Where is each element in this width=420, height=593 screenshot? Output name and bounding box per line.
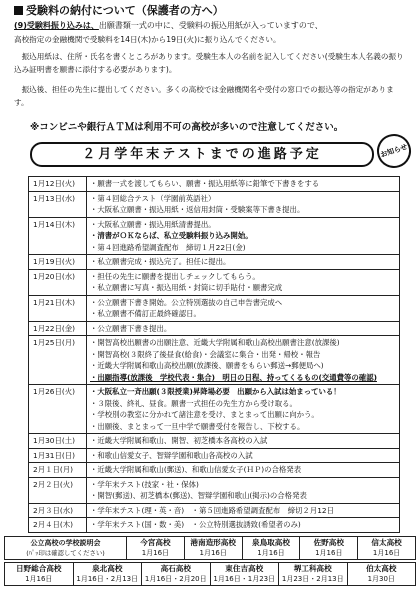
meetings-title: 公立高校の学校説明会 <box>30 539 101 547</box>
meeting-cell <box>279 563 348 586</box>
meeting-date: 1月16日 <box>372 549 401 557</box>
schedule-row <box>29 518 400 533</box>
section-title <box>14 4 224 18</box>
schedule-event-line: ・開智(郵送)、初芝橋本(郵送)、智辯学園和歌山(掲示)の合格発表 <box>90 491 307 500</box>
schedule-date: 1月20日(水) <box>29 269 87 295</box>
meeting-cell <box>142 563 211 586</box>
meeting-school: 今宮高校 <box>140 538 171 547</box>
schedule-event-line: ・近畿大学附属和歌山(郵送)、和歌山信愛女子(ＨＰ)の合格発表 <box>90 465 302 474</box>
schedule-events <box>87 477 400 503</box>
schedule-event-line: ・公立願書下書き開始。公立特別選抜の自己申告書完成へ <box>90 297 283 307</box>
schedule-event-line: ・出願後、まとまって一旦中学で願書受付を報告し、下校する。 <box>90 421 305 431</box>
meetings-note: (ﾊﾟｯ印は確認してください) <box>26 549 105 557</box>
meeting-date: 1月16日 <box>25 575 53 583</box>
schedule-date: 1月22日(金) <box>29 321 87 336</box>
schedule-date: 1月13日(水) <box>29 191 87 217</box>
schedule-date: 1月14日(木) <box>29 217 87 255</box>
schedule-event-line: ・学年末テスト(国・数・美) ・公立特別選抜誘致(希望者のみ) <box>90 520 301 529</box>
payment-paragraph-1: 高校指定の金融機関で受験料を14日(木)から19日(火)に振り込んでください。 <box>14 35 281 44</box>
schedule-row <box>29 448 400 463</box>
schedule-event-line: ・願書一式を渡してもらい、願書・振込用紙等に鉛筆で下書きをする <box>90 179 320 188</box>
schedule-date: 1月19日(火) <box>29 255 87 270</box>
meetings-table-row2 <box>4 562 416 586</box>
schedule-event-line: ・近畿大学附属和歌山高校出願(放課後、願書をもらい郵送→郵便局へ) <box>90 361 324 370</box>
schedule-events <box>87 191 400 217</box>
schedule-event-line: ・大阪私立願書・振込用紙・返信用封筒・受験案等下書き提出。 <box>90 205 305 214</box>
schedule-events <box>87 385 400 434</box>
meeting-date: 1月16日・1月23日 <box>213 575 276 583</box>
meeting-school: 伯太高校 <box>366 564 397 573</box>
meeting-cell <box>127 537 185 560</box>
schedule-row <box>29 336 400 385</box>
meeting-school: 佐野高校 <box>313 538 344 547</box>
schedule-event-line: ・公立願書下書き提出。 <box>90 323 172 333</box>
schedule-date: 2月１日(月) <box>29 463 87 478</box>
meeting-date: 1月30日 <box>367 575 395 583</box>
schedule-event-line: ・学校別の教室に分かれて諸注意を受け、まとまって出願に向かう。 <box>90 410 319 419</box>
payment-paragraph-3: 振込後、担任の先生に提出してください。多くの高校では金融機関名や受付の窓口での振込等の指定があります。 <box>14 85 394 107</box>
meeting-cell <box>358 537 416 560</box>
schedule-event-line: ・清書がＯＫならば、私立受験料振り込み開始。 <box>90 231 253 240</box>
schedule-date: 1月26日(火) <box>29 385 87 434</box>
meeting-school: 泉北高校 <box>92 564 123 573</box>
schedule-event-line: ・担任の先生に願書を提出しチェックしてもらう。 <box>90 271 260 281</box>
schedule-date: 1月25日(月) <box>29 336 87 385</box>
meeting-date: 1月16日・2月13日 <box>76 575 139 583</box>
schedule-row <box>29 269 400 295</box>
schedule-date: 2月３日(水) <box>29 503 87 518</box>
meeting-cell <box>5 563 74 586</box>
meeting-cell <box>73 563 142 586</box>
schedule-row <box>29 503 400 518</box>
schedule-events <box>87 518 400 533</box>
schedule-event-line: ・和歌山信愛女子、智辯学園和歌山各高校の入試 <box>90 450 253 460</box>
schedule-event-line: ・３限後、終礼、昼食。願書一式担任の先生方から受け取る。 <box>90 398 297 408</box>
meeting-school: 日野総合高校 <box>15 564 62 573</box>
schedule-date: 1月21日(木) <box>29 295 87 321</box>
schedule-event-line: ・私立願書に写真・振込用紙・封筒に切手貼付・願書完成 <box>90 283 283 292</box>
schedule-row <box>29 217 400 255</box>
schedule-events <box>87 434 400 449</box>
payment-paragraph-2: 振込用紙は、住所・氏名を書くところがあります。受験生本人の名前を記入してください(受験生本人名義の振り込み証明書を願書に添付する必要があります)。 <box>14 52 404 74</box>
schedule-event-line: ・大阪私立願書・振込用紙清書提出。 <box>90 219 216 229</box>
payment-intro <box>14 21 408 31</box>
schedule-row <box>29 385 400 434</box>
schedule-events <box>87 336 400 385</box>
schedule-events <box>87 269 400 295</box>
schedule-row <box>29 463 400 478</box>
atm-notice: ※コンビニや銀行ＡＴＭは利用不可の高校が多いので注意してください。 <box>30 122 344 133</box>
schedule-events <box>87 448 400 463</box>
schedule-event-line: ・第４回総合テスト（学園前英語社） <box>90 193 216 203</box>
schedule-events <box>87 321 400 336</box>
schedule-table <box>28 176 400 533</box>
meeting-cell <box>242 537 300 560</box>
meeting-school: 泉鳥取高校 <box>252 538 290 547</box>
section-title-text: 受験料の納付について（保護者の方へ） <box>26 4 224 17</box>
meeting-date: 1月16日 <box>257 549 285 557</box>
schedule-date: 2月２日(火) <box>29 477 87 503</box>
schedule-event-line: ・開智高校(３限終了後昼食(給食)・会議室に集合・出発・帰校・報告 <box>90 349 321 359</box>
meeting-school: 信太高校 <box>371 538 402 547</box>
meeting-date: 1月16日 <box>315 549 343 557</box>
notice-stamp: お知らせ <box>373 130 416 173</box>
meeting-school: 東住吉高校 <box>225 564 264 573</box>
schedule-row <box>29 177 400 192</box>
schedule-event-line: ・開智高校出願書の出願注意、近畿大学附属和歌山高校出願書注意(放課後) <box>90 338 340 347</box>
meeting-cell <box>210 563 279 586</box>
schedule-events <box>87 217 400 255</box>
schedule-event-line: ・私立願書不備訂正最終確認日。 <box>90 309 201 318</box>
meeting-cell <box>184 537 242 560</box>
schedule-row <box>29 295 400 321</box>
meeting-cell <box>300 537 358 560</box>
meeting-school: 高石高校 <box>160 564 191 573</box>
schedule-event-line: ・学年末テスト(理・英・音) ・第５回進路希望調査配布 締切２月12日 <box>90 505 334 515</box>
schedule-banner: ２月学年末テストまでの進路予定 <box>30 142 374 167</box>
schedule-row <box>29 321 400 336</box>
schedule-date: 2月４日(木) <box>29 518 87 533</box>
square-bullet-icon <box>14 6 23 15</box>
schedule-event-line: ・第４回進路希望調査配布 締切１月22日(金) <box>90 242 246 252</box>
schedule-event-line: ・私立願書完成・振込完了。担任に提出。 <box>90 257 231 266</box>
schedule-events <box>87 463 400 478</box>
schedule-row <box>29 434 400 449</box>
schedule-date: 1月30日(土) <box>29 434 87 449</box>
schedule-event-line: ・大阪私立一斉出願(３限授業)昇降場必要 出願から入試は始まっている！ <box>90 387 341 396</box>
schedule-row <box>29 255 400 270</box>
meeting-date: 1月16日 <box>199 549 227 557</box>
schedule-date: 1月12日(火) <box>29 177 87 192</box>
schedule-event-line: ・近畿大学附属和歌山、開智、初芝橋本各高校の入試 <box>90 436 268 445</box>
schedule-events <box>87 503 400 518</box>
payment-label: (9)受験料振り込みは、 <box>14 21 99 30</box>
meeting-cell <box>347 563 416 586</box>
meeting-date: 1月23日・2月13日 <box>281 575 344 583</box>
payment-intro-text: 出願書類一式の中に、受験料の振込用紙が入っていますので、 <box>98 21 323 30</box>
schedule-row <box>29 191 400 217</box>
meetings-table-row1 <box>4 536 416 560</box>
schedule-events <box>87 177 400 192</box>
meeting-school: 港南造形高校 <box>190 538 236 547</box>
schedule-events <box>87 295 400 321</box>
schedule-event-line: ・出願指導(放課後 学校代表・集合) 明日の日程、持ってくるもの(交通費等の確認) <box>90 372 377 382</box>
schedule-date: 1月31日(日) <box>29 448 87 463</box>
schedule-event-line: ・学年末テスト(技家・社・保体) <box>90 479 199 489</box>
meetings-title-cell <box>5 537 127 560</box>
meeting-school: 堺工科高校 <box>293 564 332 573</box>
meeting-date: 1月16日・2月20日 <box>144 575 207 583</box>
meeting-date: 1月16日 <box>141 549 170 557</box>
schedule-events <box>87 255 400 270</box>
schedule-row <box>29 477 400 503</box>
